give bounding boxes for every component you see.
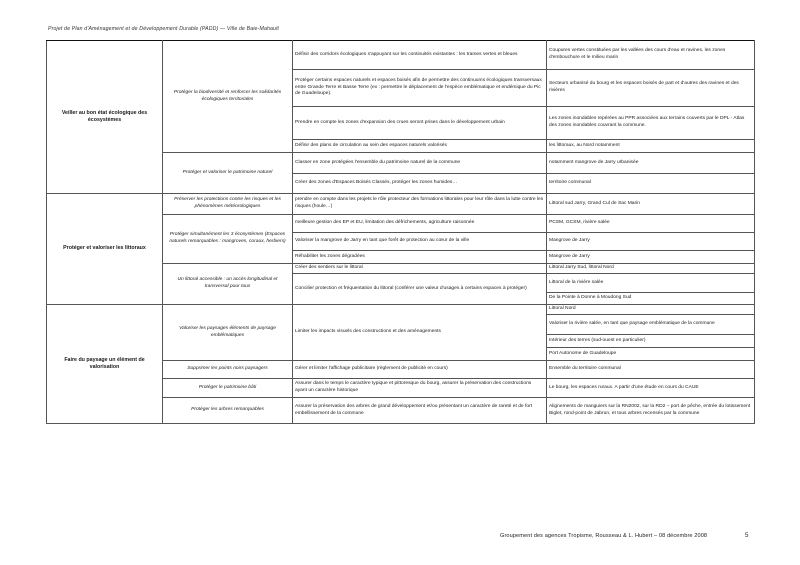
page-footer: Groupement des agences Tropisme, Rousseau & L. Hubert – 08 décembre 2008: [500, 533, 708, 539]
location-cell: Coupures vertes constituées par les vallées des cours d'eau et ravines, les zones d'embouchure et le milieu marin: [547, 41, 755, 70]
action-cell: Valoriser la mangrove de Jarry en tant que forêt de protection au cœur de la ville: [293, 233, 547, 251]
action-cell: Limiter les impacts visuels des constructions et des aménagements: [293, 305, 547, 361]
padd-table: [46, 40, 755, 424]
action-cell: Gérer et limiter l'affichage publicitaire (règlement de publicité en cours): [293, 361, 547, 379]
location-cell: Les zones inondables repérées au PPR associées aux terrains couverts par le DPL - Atlas des zones inondables couvrant la commune.: [547, 107, 755, 140]
section-paysage: Faire du paysage un élément de valorisation: [47, 305, 163, 424]
location-cell: Littoral Nord: [547, 305, 755, 315]
location-cell: notamment mangrove de Jarry urbanisée: [547, 153, 755, 174]
location-cell: Littoral de la rivière salée: [547, 274, 755, 293]
location-cell: Littoral sud Jarry, Grand Cul de Sac Marin: [547, 194, 755, 215]
sub-objective: Protéger la biodiversité et renforcer les solidarités écologiques territoriales: [163, 41, 293, 153]
location-cell: Ensemble du territoire communal: [547, 361, 755, 379]
location-cell: les littoraux, au Nord notamment: [547, 140, 755, 153]
sub-objective: Supprimer les points noirs paysagers: [163, 361, 293, 379]
page-header: Projet de Plan d'Aménagement et de Développement Durable (PADD) — Ville de Baie-Mahault: [48, 26, 279, 32]
action-cell: Définir des plans de circulation au sein des espaces naturels valorisés: [293, 140, 547, 153]
sub-objective: Valoriser les paysages éléments de paysage emblématiques: [163, 305, 293, 361]
sub-objective: Protéger les arbres remarquables: [163, 398, 293, 424]
action-cell: Créer des sentiers sur le littoral: [293, 264, 547, 274]
page-number: 5: [745, 532, 749, 539]
location-cell: Le bourg, les espaces ruraux. A partir d'une étude en cours du CAUE: [547, 379, 755, 398]
action-cell: Assurer dans le temps le caractère typique et pittoresque du bourg, assurer la préservation des constructions ayant un caractère historique: [293, 379, 547, 398]
sub-objective: Protéger et valoriser le patrimoine naturel: [163, 153, 293, 194]
section-ecosystemes: Veiller au bon état écologique des écosystèmes: [47, 41, 163, 194]
location-cell: territoire communal: [547, 174, 755, 194]
location-cell: De la Pointe à Donne à Moudong Sud: [547, 293, 755, 305]
location-cell: Secteurs urbanisé du bourg et les espaces boisés de part et d'autres des ravines et des rivières: [547, 70, 755, 107]
action-cell: Protéger certains espaces naturels et espaces boisés afin de permettre des continuums écologiques transversaux entre Grande Terre et Basse Terre (ex : permettre le déplacement de l'espèce emblématique et endémique du Pic de Guadeloupe).: [293, 70, 547, 107]
action-cell: Prendre en compte les zones d'expansion des crues seront prises dans le développement urbain: [293, 107, 547, 140]
sub-objective: Protéger le patrimoine bâti: [163, 379, 293, 398]
action-cell: meilleure gestion des EP et EU, limitation des défrichements, agriculture raisonnée: [293, 215, 547, 233]
action-cell: Réhabiliter les zones dégradées: [293, 251, 547, 264]
location-cell: Alignements de manguiers sur la RN2002, sur la RD2 – port de pêche, entrée du lotissement Biglet, rond-point de Jabrun, et tous arbres recensés par la commune: [547, 398, 755, 424]
section-littoraux: Protéger et valoriser les littoraux: [47, 194, 163, 305]
action-cell: Assurer la préservation des arbres de grand développement et/ou présentant un caractère de rareté et de fort embellissement de la commune: [293, 398, 547, 424]
sub-objective: Préserver les protections contre les risques et les phénomènes météorologiques: [163, 194, 293, 215]
action-cell: Classer en zone protégées l'ensemble du patrimoine naturel de la commune: [293, 153, 547, 174]
action-cell: prendre en compte dans les projets le rôle protecteur des formations littorales pour leur rôle dans la lutte contre les risques (houle…): [293, 194, 547, 215]
location-cell: PCSM, GCSM, rivière salée: [547, 215, 755, 233]
location-cell: Port Autonome de Guadeloupe: [547, 348, 755, 361]
action-cell: Définir des corridors écologiques s'appuyant sur les continuités existantes : les trames vertes et bleues: [293, 41, 547, 70]
location-cell: Mangrove de Jarry: [547, 251, 755, 264]
action-cell: Créer des zones d'Espaces Boisés Classés, protéger les zones humides…: [293, 174, 547, 194]
action-cell: Concilier protection et fréquentation du littoral (conférer une valeur d'usages à certains espaces à protéger): [293, 274, 547, 305]
location-cell: Littoral Jarry Sud, littoral Nord: [547, 264, 755, 274]
location-cell: Mangrove de Jarry: [547, 233, 755, 251]
location-cell: Intérieur des terres (sud-ouest en particulier): [547, 335, 755, 348]
sub-objective: Un littoral accessible : un accès longitudinal et transversal pour tous: [163, 264, 293, 305]
sub-objective: Protéger simultanément les 3 écosystèmes (Espaces naturels remarquables : mangroves, coraux, herbiers): [163, 215, 293, 264]
location-cell: Valoriser la rivière salée, en tant que paysage emblématique de la commune: [547, 315, 755, 335]
